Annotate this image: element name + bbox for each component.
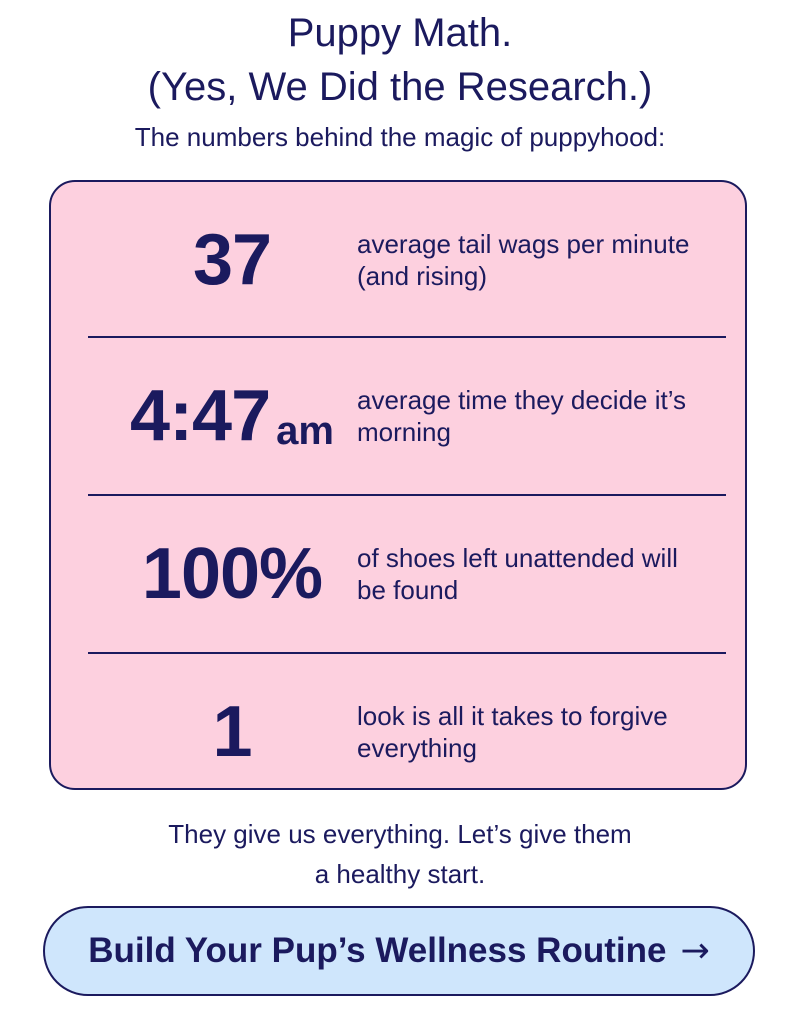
stat-row-morning-time — [51, 338, 745, 494]
closing-line-2: a healthy start. — [314, 859, 486, 889]
arrow-right-icon: → — [680, 931, 710, 971]
stat-number — [89, 654, 375, 810]
stat-number — [89, 182, 375, 338]
stat-description: of shoes left unattended will be found — [357, 543, 678, 605]
stat-value: 37 — [192, 220, 272, 300]
stat-value: 4:47 — [130, 376, 271, 456]
stat-description: look is all it takes to forgive everything — [357, 701, 668, 763]
cta-label: Build Your Pup’s Wellness Routine — [88, 931, 667, 970]
stats-card — [49, 180, 747, 790]
stat-number — [89, 338, 375, 494]
stat-value: 1 — [212, 692, 252, 772]
stat-row-forgive — [51, 654, 745, 810]
stat-suffix: am — [276, 408, 334, 453]
stat-row-shoes — [51, 496, 745, 652]
stat-number — [89, 496, 375, 652]
wellness-routine-button[interactable] — [43, 906, 755, 996]
closing-line-1: They give us everything. Let’s give them — [168, 819, 632, 849]
stat-description: average tail wags per minute (and rising) — [357, 229, 690, 291]
subtitle: The numbers behind the magic of puppyhood: — [134, 122, 666, 152]
stat-description: average time they decide it’s morning — [357, 385, 687, 447]
stat-value: 100% — [141, 534, 323, 614]
closing-text — [100, 814, 700, 894]
stat-row-tail-wags — [51, 182, 745, 338]
title-line-2: (Yes, We Did the Research.) — [147, 65, 653, 109]
title-line-1: Puppy Math. — [287, 11, 513, 55]
